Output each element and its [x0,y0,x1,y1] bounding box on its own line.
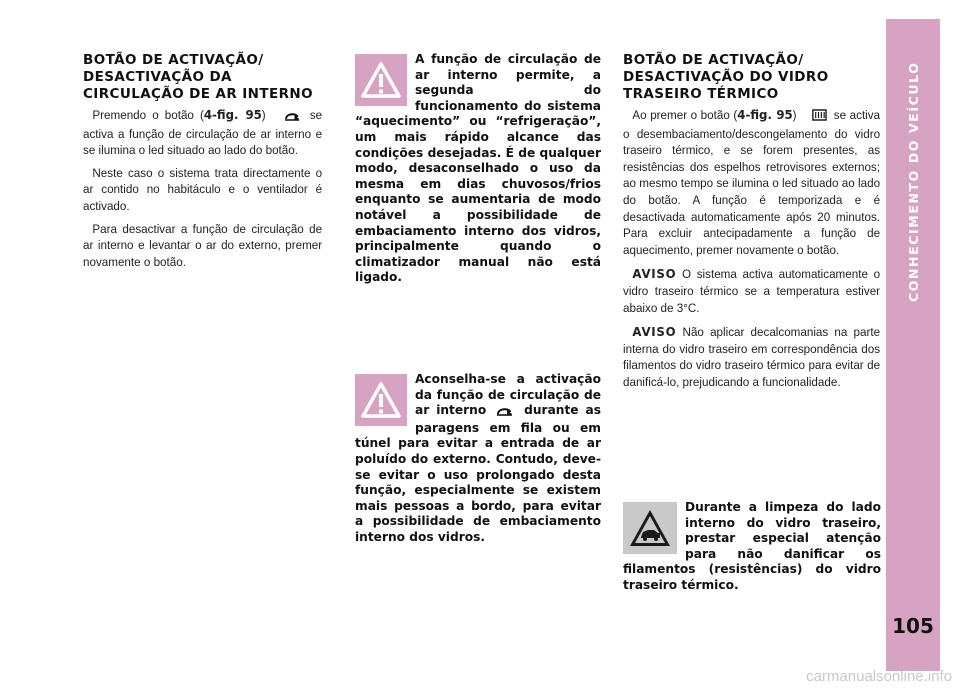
page-number: 105 [892,614,934,638]
chapter-sidebar [886,19,940,671]
figure-reference: 4-fig. 95 [737,107,793,122]
heading-recirculation: BOTÃO DE ACTIVAÇÃO/ DESACTIVAÇÃO DA CIRCULAÇÃO DE AR INTERNO [83,52,313,102]
air-recirculation-icon [275,109,301,126]
chapter-title: CONHECIMENTO DO VEÍCULO [905,61,921,302]
warning-text-2: Aconselha-se a activação da função de circulação de ar interno durante as paragens em fila ou em túnel para evitar a entrada de ar poluído do externo. Contudo, deve-se evitar o uso prolongado desta função, especialmente se existem mais pessoas a bordo, para evitar a possibilidade de embaciamento interno dos vidros. [355,372,602,544]
air-recirculation-icon [496,405,514,421]
warning-triangle-icon [355,54,407,106]
paragraph-recirculation-2: Neste caso o sistema trata directamente o ar contido no habitáculo e o ventilador é activado. [83,165,323,213]
aviso-paragraph-2: AVISO Não aplicar decalcomanias na parte interna do vidro traseiro em correspondência dos filamentos do vidro traseiro térmico para evitar de danificá-lo, prejudicando a funcionalidade. [623,324,881,389]
paragraph-rear-defrost: Ao premer o botão (4-fig. 95) se activa o desembaciamento/descongelamento do vidro traseiro térmico, e se forem presentes, as resistências dos espelhos retrovisores externos; ao mesmo tempo se ilumina o led situado ao lado do botão. A função é temporizada e é desactivada automaticamente após 20 minutos. Para excluir antecipadamente a função de aquecimento, premer novamente o botão. [623,107,881,257]
column-recirculation [83,52,323,276]
warning-text-3: Durante a limpeza do lado interno do vidro traseiro, prestar especial atenção para não danificar os filamentos (resistências) do vidro traseiro térmico. [623,500,881,592]
aviso-paragraph-1: AVISO O sistema activa automaticamente o vidro traseiro térmico se a temperatura estiver abaixo de 3°C. [623,266,881,315]
watermark: carmanualsonline.info [806,668,952,685]
warning-text-1: A função de circulação de ar interno permite, a segunda do funcionamento do sistema “aquecimento” ou “refrigeração”, um mais rápido alcance das condições desejadas. É de qualquer modo, desaconselhado o uso da mesma em dias chuvosos/frios enquanto se aumentaria de modo notável a possibilidade de embaciamento interno dos vidros, principalmente quando o climatizador manual não está ligado. [355,52,601,285]
figure-reference: 4-fig. 95 [203,107,262,122]
car-caution-icon [623,502,677,554]
warning-block-1 [355,52,601,286]
warning-triangle-icon [355,374,407,426]
aviso-label: AVISO [632,266,677,282]
aviso-label: AVISO [632,324,677,340]
rear-defrost-icon [803,109,827,126]
paragraph-recirculation-1: Premendo o botão (4-fig. 95) se activa a função de circulação de ar interno e se ilumina o led situado ao lado do botão. [83,107,323,158]
paragraph-recirculation-3: Para desactivar a função de circulação de ar interno e levantar o ar do externo, premer novamente o botão. [83,221,323,269]
heading-rear-defrost: BOTÃO DE ACTIVAÇÃO/ DESACTIVAÇÃO DO VIDRO TRASEIRO TÉRMICO [623,52,829,102]
column-rear-defrost [623,52,881,397]
warning-block-2 [355,372,601,546]
warning-block-3 [623,500,881,594]
